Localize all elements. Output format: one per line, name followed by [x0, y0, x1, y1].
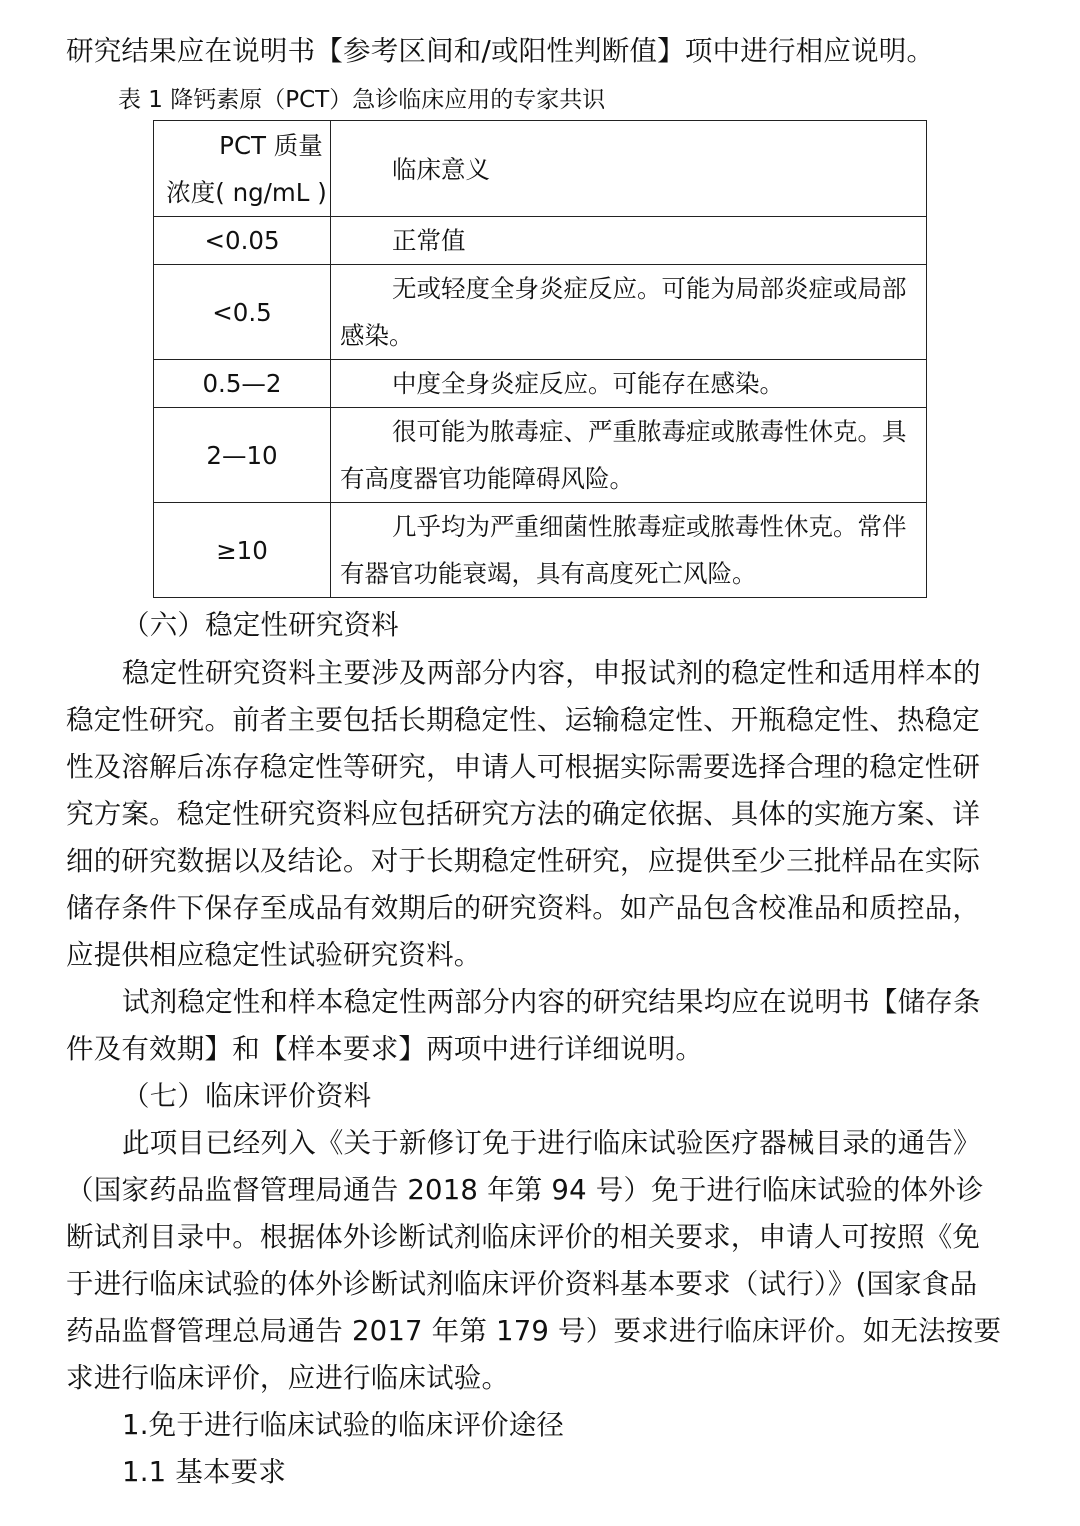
meaning-cell: [331, 217, 927, 265]
table-header-row: [154, 121, 927, 217]
paragraph-line: 求进行临床评价，应进行临床试验。: [66, 1362, 510, 1394]
range-cell: <0.05: [154, 217, 331, 265]
pct-table: [153, 120, 927, 598]
paragraph-line: 究方案。稳定性研究资料应包括研究方法的确定依据、具体的实施方案、详: [66, 798, 981, 830]
paragraph-line: 应提供相应稳定性试验研究资料。: [66, 939, 482, 971]
meaning-cell: [331, 360, 927, 408]
paragraph-line: （国家药品监督管理局通告 2018 年第 94 号）免于进行临床试验的体外诊: [66, 1174, 984, 1206]
intro-line: 研究结果应在说明书【参考区间和/或阳性判断值】项中进行相应说明。: [66, 35, 935, 67]
paragraph-line: 储存条件下保存至成品有效期后的研究资料。如产品包含校准品和质控品，: [66, 892, 981, 924]
range-cell: <0.5: [154, 265, 331, 360]
table-row: [154, 408, 927, 503]
subheading-basic-requirements: 1.1 基本要求: [122, 1456, 287, 1488]
header-concentration: [154, 121, 331, 217]
meaning-line1: 很可能为脓毒症、严重脓毒症或脓毒性休克。具: [392, 417, 907, 446]
paragraph-line: 断试剂目录中。根据体外诊断试剂临床评价的相关要求，申请人可按照《免: [66, 1221, 981, 1253]
header-meaning-label: 临床意义: [392, 155, 490, 184]
meaning-line2: 感染。: [340, 321, 414, 350]
paragraph-line: 性及溶解后冻存稳定性等研究，申请人可根据实际需要选择合理的稳定性研: [66, 751, 981, 783]
meaning-line1: 无或轻度全身炎症反应。可能为局部炎症或局部: [392, 274, 907, 303]
meaning-line2: 有器官功能衰竭，具有高度死亡风险。: [340, 559, 757, 588]
range-cell: 0.5—2: [154, 360, 331, 408]
section-heading-stability: （六）稳定性研究资料: [122, 609, 399, 641]
paragraph-line: 试剂稳定性和样本稳定性两部分内容的研究结果均应在说明书【储存条: [122, 986, 981, 1018]
table-row: [154, 360, 927, 408]
header-concentration-line1: PCT 质量: [219, 130, 323, 160]
meaning-line1: 几乎均为严重细菌性脓毒症或脓毒性休克。常伴: [392, 512, 907, 541]
header-meaning: [331, 121, 927, 217]
section-heading-clinical: （七）临床评价资料: [122, 1080, 372, 1112]
table-row: [154, 503, 927, 598]
meaning-cell: [331, 265, 927, 360]
range-cell: ≥10: [154, 503, 331, 598]
table-caption: 表 1 降钙素原（PCT）急诊临床应用的专家共识: [118, 87, 606, 113]
paragraph-line: 此项目已经列入《关于新修订免于进行临床试验医疗器械目录的通告》: [122, 1127, 981, 1159]
paragraph-line: 于进行临床试验的体外诊断试剂临床评价资料基本要求（试行）》(国家食品: [66, 1268, 978, 1300]
subheading-exempt-route: 1.免于进行临床试验的临床评价途径: [122, 1409, 565, 1441]
meaning-cell: [331, 503, 927, 598]
paragraph-line: 稳定性研究资料主要涉及两部分内容，申报试剂的稳定性和适用样本的: [122, 657, 981, 689]
meaning-line2: 有高度器官功能障碍风险。: [340, 464, 634, 493]
paragraph-line: 件及有效期】和【样本要求】两项中进行详细说明。: [66, 1033, 704, 1065]
table-row: [154, 265, 927, 360]
table-row: [154, 217, 927, 265]
meaning-cell: [331, 408, 927, 503]
meaning-line1: 中度全身炎症反应。可能存在感染。: [392, 369, 784, 398]
header-concentration-line2: 浓度( ng/mL ): [166, 177, 327, 207]
range-cell: 2—10: [154, 408, 331, 503]
paragraph-line: 药品监督管理总局通告 2017 年第 179 号）要求进行临床评价。如无法按要: [66, 1315, 1002, 1347]
meaning-line1: 正常值: [392, 226, 466, 255]
paragraph-line: 细的研究数据以及结论。对于长期稳定性研究，应提供至少三批样品在实际: [66, 845, 981, 877]
paragraph-line: 稳定性研究。前者主要包括长期稳定性、运输稳定性、开瓶稳定性、热稳定: [66, 704, 981, 736]
